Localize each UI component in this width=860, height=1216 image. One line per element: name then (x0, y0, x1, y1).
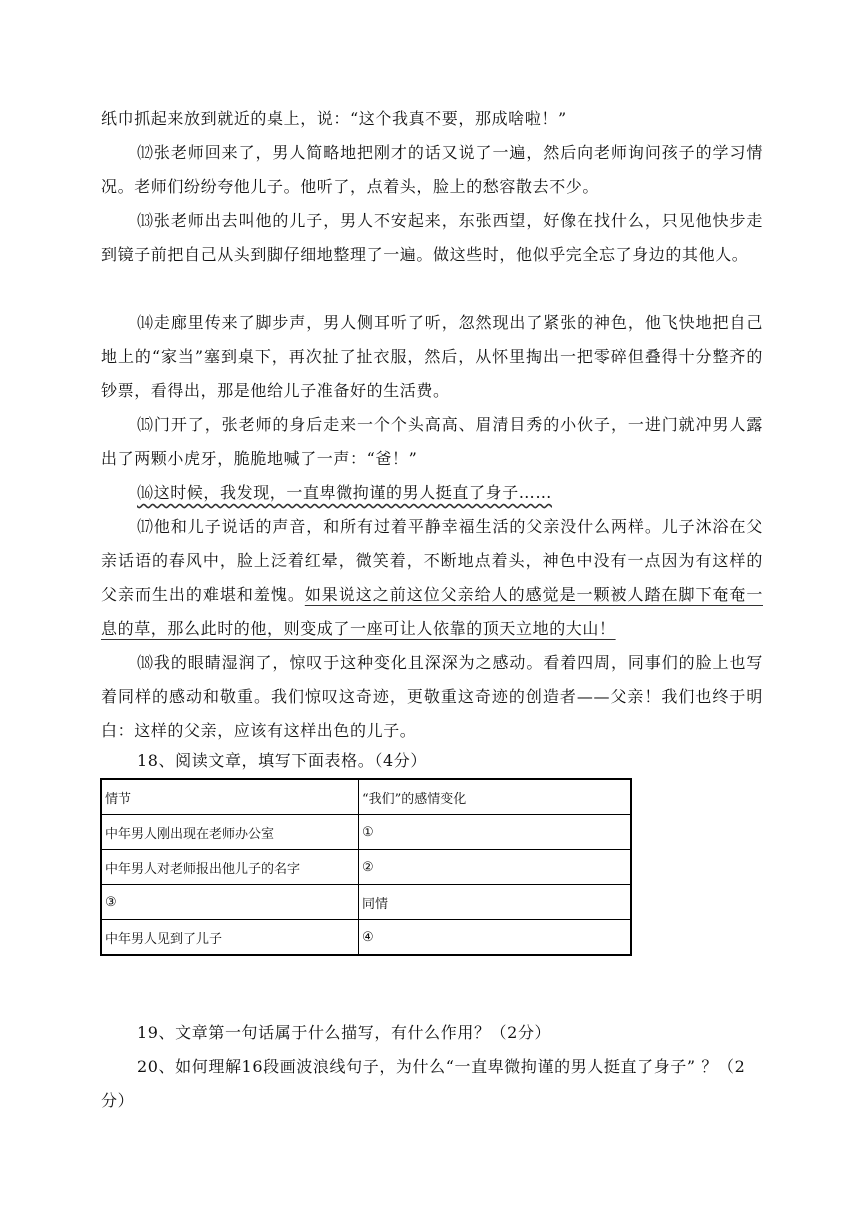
underlined-sentence: 如果说这之前这位父亲给人的感觉是一颗被人踏在脚下奄奄一息的草，那么此时的他，则变成了一座可让人依靠的顶天立地的大山！ (101, 585, 763, 638)
table-cell: 同情 (359, 885, 632, 920)
question-18: 18、阅读文章，填写下面表格。（4分） (137, 751, 427, 770)
paragraph-13: ⒀张老师出去叫他的儿子，男人不安起来，东张西望，好像在找什么，只见他快步走到镜子前把自己从头到脚仔细地整理了一遍。做这些时，他似乎完全忘了身边的其他人。 (101, 211, 763, 264)
table-row (101, 920, 631, 956)
table-row (101, 815, 631, 850)
paragraph-14: ⒁走廊里传来了脚步声，男人侧耳听了听，忽然现出了紧张的神色，他飞快地把自己地上的“家当”塞到桌下，再次扯了扯衣服，然后，从怀里掏出一把零碎但叠得十分整齐的钞票，看得出，那是他给儿子准备好的生活费。 (101, 313, 763, 400)
paragraph-16 (101, 476, 763, 510)
paragraph-15: ⒂门开了，张老师的身后走来一个个头高高、眉清目秀的小伙子，一进门就冲男人露出了两颗小虎牙，脆脆地喊了一声：“爸！” (101, 415, 763, 468)
answer-blank-cell[interactable]: ③ (101, 885, 359, 920)
table-cell: 中年男人刚出现在老师办公室 (101, 815, 359, 850)
paragraph-17-text: ⒄他和儿子说话的声音，和所有过着平静幸福生活的父亲没什么两样。儿子沐浴在父亲话语的春风中，脸上泛着红晕，微笑着，不断地点着头，神色中没有一点因为有这样的父亲而生出的难堪和羞愧。 (101, 517, 763, 604)
table-header-cell: 情节 (101, 779, 359, 815)
table-cell: 中年男人对老师报出他儿子的名字 (101, 850, 359, 885)
answer-table (100, 778, 632, 956)
table-row (101, 885, 631, 920)
answer-blank-cell[interactable]: ② (359, 850, 632, 885)
question-20: 20、如何理解16段画波浪线句子，为什么“一直卑微拘谨的男人挺直了身子” ？（2分） (101, 1057, 746, 1110)
wavy-underlined-sentence: ⒃这时候，我发现，一直卑微拘谨的男人挺直了身子…… (137, 483, 553, 502)
paragraph-17 (101, 510, 763, 646)
paragraph-11-tail: 纸巾抓起来放到就近的桌上，说：“这个我真不要，那成啥啦！” (101, 109, 567, 128)
question-19: 19、文章第一句话属于什么描写，有什么作用？（2分） (137, 1023, 552, 1042)
answer-blank-cell[interactable]: ④ (359, 920, 632, 956)
paragraph-18: ⒅我的眼睛湿润了，惊叹于这种变化且深深为之感动。看着四周，同事们的脸上也写着同样的感动和敬重。我们惊叹这奇迹，更敬重这奇迹的创造者——父亲！我们也终于明白：这样的父亲，应该有这样出色的儿子。 (101, 653, 763, 740)
table-cell: 中年男人见到了儿子 (101, 920, 359, 956)
paragraph-12: ⑿张老师回来了，男人简略地把刚才的话又说了一遍，然后向老师询问孩子的学习情况。老师们纷纷夸他儿子。他听了，点着头，脸上的愁容散去不少。 (101, 143, 763, 196)
table-header-row (101, 779, 631, 815)
table-row (101, 850, 631, 885)
table-header-cell: “我们”的感情变化 (359, 779, 632, 815)
answer-blank-cell[interactable]: ① (359, 815, 632, 850)
